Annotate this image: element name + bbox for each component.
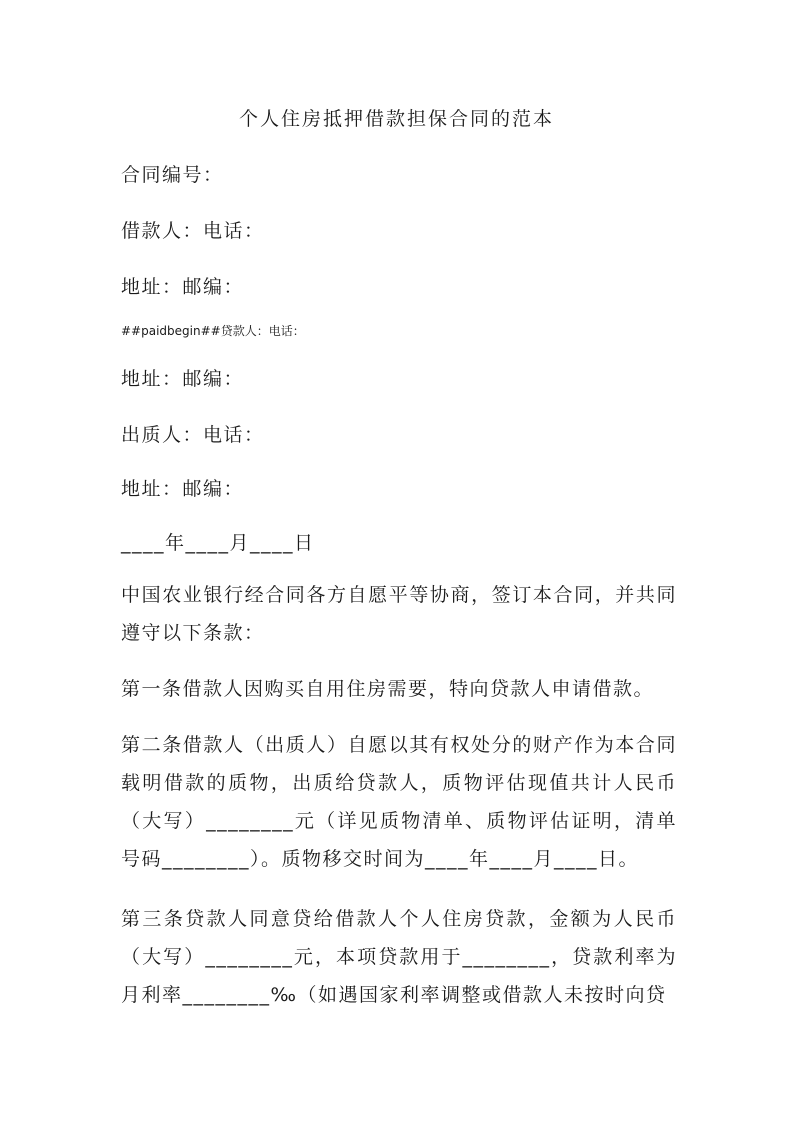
date-line: ____年____月____日 <box>121 532 315 554</box>
article-1-paragraph: 第一条借款人因购买自用住房需要，特向贷款人申请借款。 <box>121 678 655 700</box>
contract-number-line: 合同编号： <box>121 164 224 186</box>
preamble-paragraph: 中国农业银行经合同各方自愿平等协商，签订本合同，并共同遵守以下条款： <box>121 584 677 644</box>
pledgor-address-line: 地址：邮编： <box>121 478 245 500</box>
pledgor-line: 出质人：电话： <box>121 424 265 446</box>
lender-line: ##paidbegin##贷款人：电话： <box>121 324 305 338</box>
article-2-paragraph: 第二条借款人（出质人）自愿以其有权处分的财产作为本合同载明借款的质物，出质给贷款人，质物评估现值共计人民币（大写）________元（详见质物清单、质物评估证明，清单号码________）。质物移交时间为____年____月____日。 <box>121 734 677 870</box>
borrower-line: 借款人：电话： <box>121 220 265 242</box>
borrower-address-line: 地址：邮编： <box>121 276 245 298</box>
lender-address-line: 地址：邮编： <box>121 368 245 390</box>
article-3-paragraph: 第三条贷款人同意贷给借款人个人住房贷款，金额为人民币（大写）________元，本项贷款用于________，贷款利率为月利率________‰（如遇国家利率调整或借款人未按时向贷 <box>121 908 677 1006</box>
document-title: 个人住房抵押借款担保合同的范本 <box>238 108 554 130</box>
